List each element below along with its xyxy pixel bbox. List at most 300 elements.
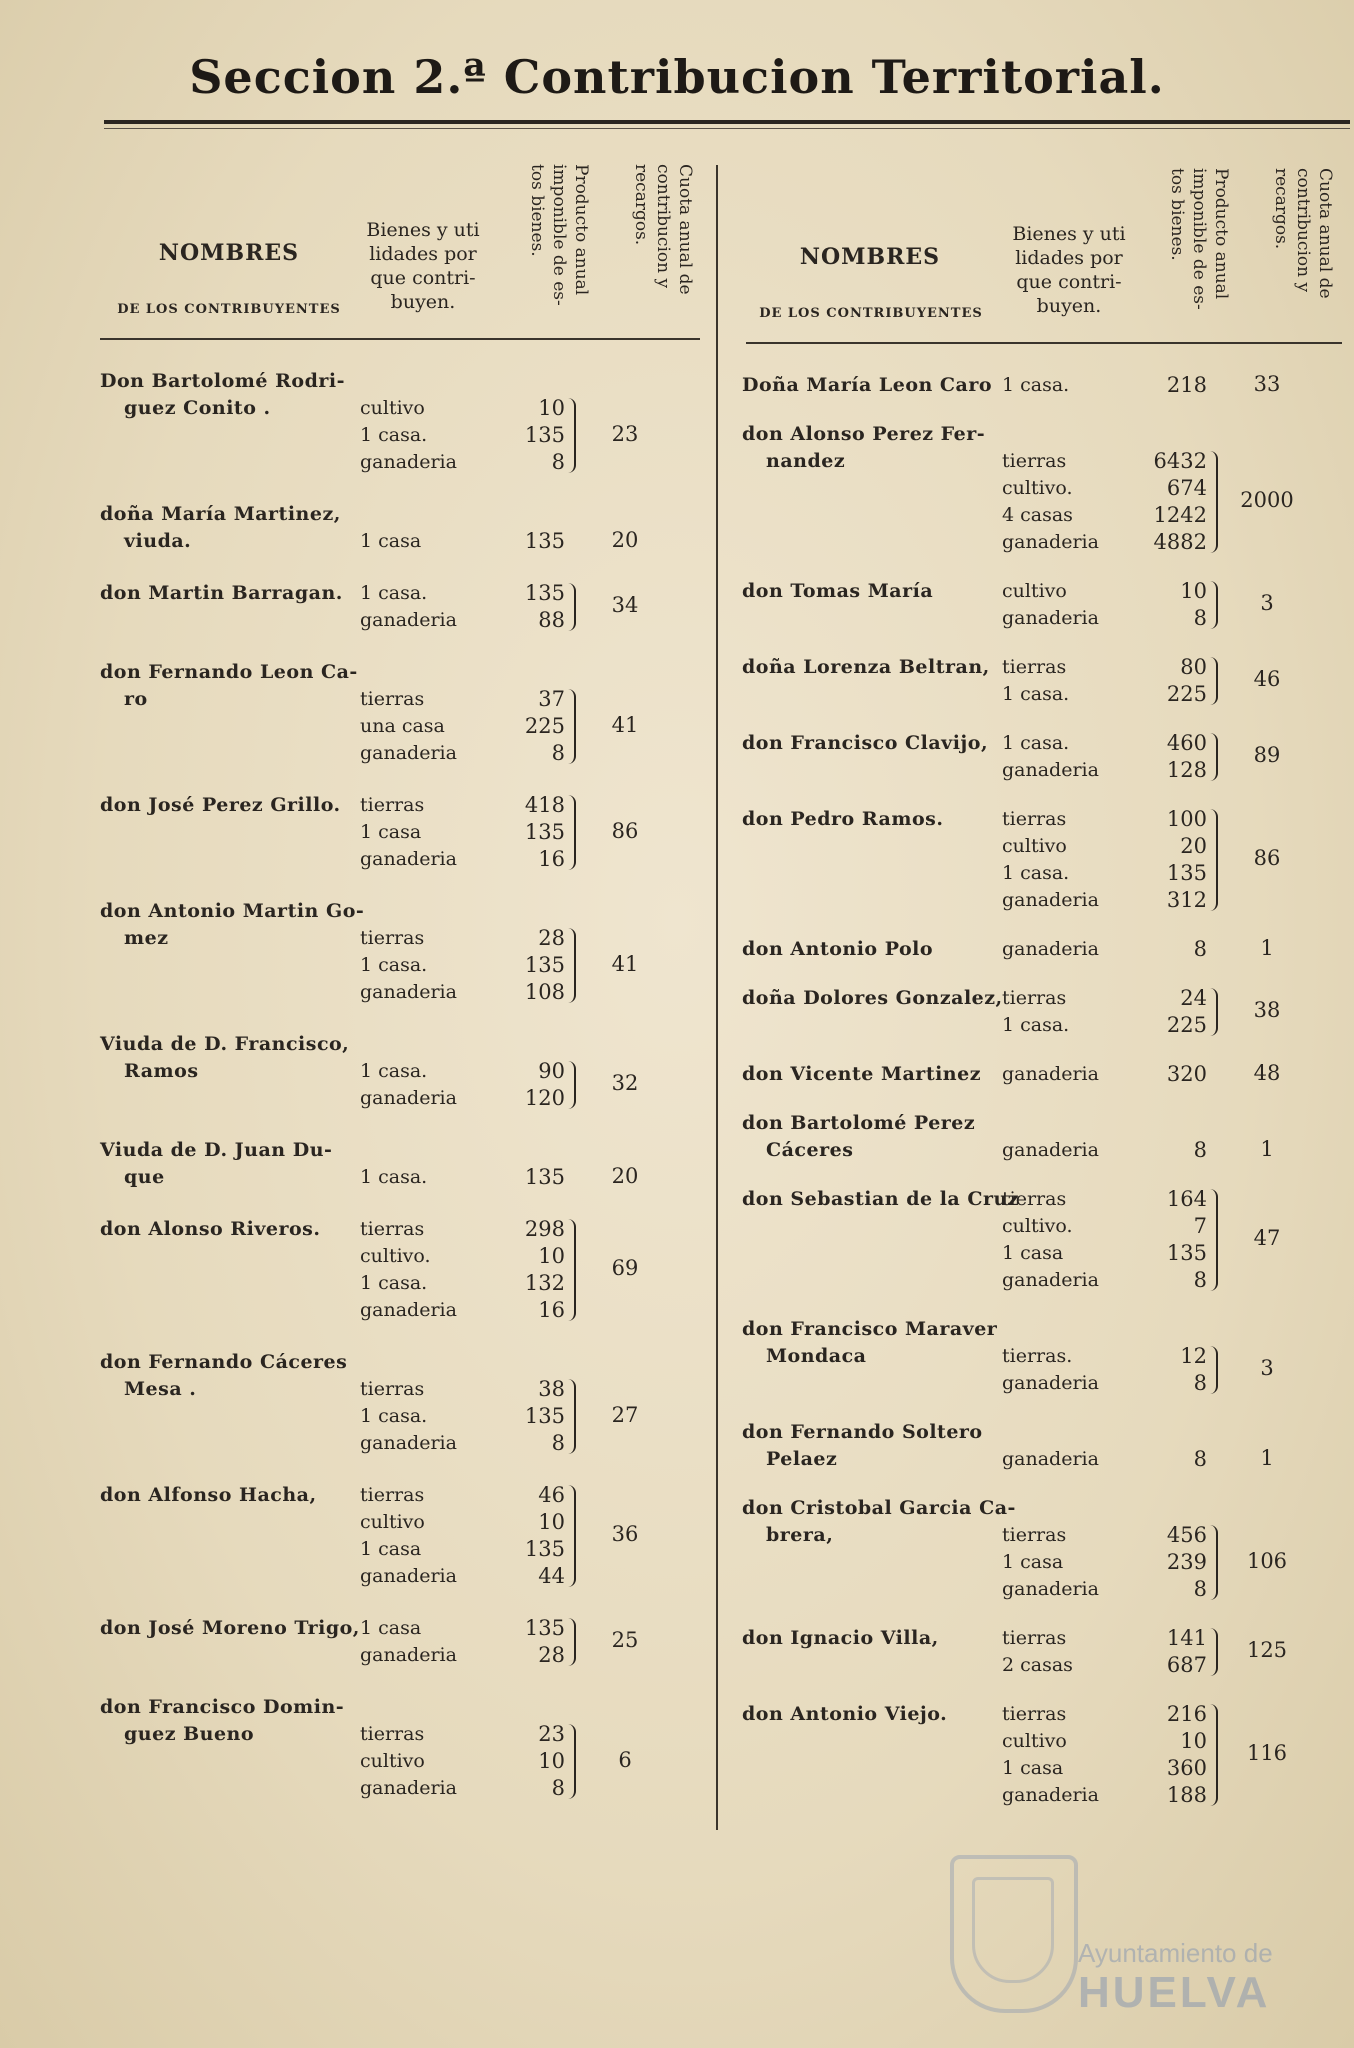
ledger-row <box>742 1495 1342 1522</box>
asset-type: ganaderia <box>360 1777 457 1799</box>
asset-type: tierras. <box>1002 1345 1073 1367</box>
group-brace <box>568 1061 576 1109</box>
annual-product-value: 298 <box>524 1217 565 1241</box>
ledger-row <box>100 501 700 528</box>
ledger-entry <box>742 1495 1342 1603</box>
ledger-row <box>100 659 700 686</box>
contributor-name: que <box>124 1166 165 1188</box>
contributor-name: don Francisco Clavijo, <box>742 732 989 754</box>
asset-type: tierras <box>1002 656 1067 678</box>
ledger-entry <box>742 1625 1342 1679</box>
asset-type: 1 casa. <box>1002 683 1070 705</box>
annual-quota: 46 <box>1253 667 1281 691</box>
group-brace <box>1210 809 1218 911</box>
annual-quota: 32 <box>611 1071 639 1095</box>
ledger-row <box>742 421 1342 448</box>
group-brace <box>568 1618 576 1666</box>
group-brace <box>1210 1704 1218 1806</box>
asset-type: ganaderia <box>1002 938 1099 960</box>
ledger-row <box>742 1316 1342 1343</box>
contributor-name: Ramos <box>124 1060 199 1082</box>
contributor-name: don Antonio Martin Go- <box>100 900 365 922</box>
contributor-name: Mondaca <box>766 1345 867 1367</box>
contributor-name: doña María Martinez, <box>100 503 341 525</box>
annual-quota: 25 <box>611 1628 639 1652</box>
ledger-row <box>100 925 700 952</box>
asset-type: 1 casa. <box>360 424 428 446</box>
annual-product-value: 460 <box>1166 731 1207 755</box>
asset-type: ganaderia <box>1002 759 1099 781</box>
header-rule-right <box>746 342 1342 344</box>
annual-quota: 3 <box>1260 1356 1274 1380</box>
asset-type: ganaderia <box>360 1432 457 1454</box>
contributor-name: brera, <box>766 1524 834 1546</box>
annual-quota: 89 <box>1253 743 1281 767</box>
ledger-entry <box>100 1031 700 1112</box>
header-names-sub-right: DE LOS CONTRIBUYENTES <box>759 306 983 321</box>
header-producto-left: Producto anual imponible de es- tos bienes. <box>527 164 591 306</box>
ledger-entry <box>742 421 1342 556</box>
ledger-entry <box>742 1701 1342 1809</box>
annual-product-value: 225 <box>1166 682 1207 706</box>
ledger-row <box>100 1376 700 1403</box>
asset-type: tierras <box>1002 1188 1067 1210</box>
asset-type: 1 casa <box>1002 1757 1064 1779</box>
annual-product-value: 128 <box>1166 758 1207 782</box>
page-title: Seccion 2.ª Contribucion Territorial. <box>189 50 1165 104</box>
asset-type: cultivo <box>1002 835 1067 857</box>
ledger-row <box>100 1349 700 1376</box>
ledger-entry <box>742 654 1342 708</box>
annual-product-value: 132 <box>524 1271 565 1295</box>
annual-product-value: 135 <box>524 423 565 447</box>
asset-type: tierras <box>360 794 425 816</box>
annual-quota: 36 <box>611 1522 639 1546</box>
annual-product-value: 360 <box>1166 1756 1207 1780</box>
group-brace <box>1210 1628 1218 1676</box>
contributor-name: ro <box>124 688 148 710</box>
group-brace <box>568 1724 576 1799</box>
annual-product-value: 23 <box>538 1722 565 1746</box>
group-brace <box>568 928 576 1003</box>
asset-type: ganaderia <box>1002 889 1099 911</box>
ledger-entry <box>742 372 1342 399</box>
title-rule-thin <box>104 128 1350 129</box>
annual-product-value: 135 <box>524 1165 565 1189</box>
contributor-name: don Tomas María <box>742 580 934 602</box>
contributor-name: don Cristobal Garcia Ca- <box>742 1497 1016 1519</box>
asset-type: 1 casa. <box>1002 374 1070 396</box>
annual-quota: 106 <box>1246 1548 1288 1573</box>
annual-product-value: 8 <box>1193 1577 1207 1601</box>
ledger-row <box>100 898 700 925</box>
ledger-row <box>100 1297 700 1324</box>
asset-type: ganaderia <box>360 609 457 631</box>
annual-product-value: 10 <box>538 1510 565 1534</box>
annual-product-value: 8 <box>1193 1447 1207 1471</box>
annual-product-value: 135 <box>524 1404 565 1428</box>
contributor-name: guez Bueno <box>124 1723 255 1745</box>
asset-type: tierras <box>1002 1627 1067 1649</box>
group-brace <box>568 583 576 631</box>
ledger-entry <box>742 730 1342 784</box>
annual-product-value: 10 <box>538 1749 565 1773</box>
asset-type: 2 casas <box>1002 1654 1073 1676</box>
contributor-name: nandez <box>766 450 846 472</box>
asset-type: 1 casa <box>1002 1242 1064 1264</box>
asset-type: ganaderia <box>360 1565 457 1587</box>
asset-type: 1 casa <box>360 821 422 843</box>
asset-type: ganaderia <box>1002 1063 1099 1085</box>
group-brace <box>1210 1525 1218 1600</box>
annual-product-value: 37 <box>538 687 565 711</box>
annual-quota: 86 <box>611 818 639 843</box>
asset-type: cultivo. <box>1002 1215 1073 1237</box>
left-column <box>100 368 700 1827</box>
asset-type: 1 casa <box>360 1617 422 1639</box>
contributor-name: doña Lorenza Beltran, <box>742 656 990 678</box>
ledger-entry <box>100 659 700 767</box>
header-bienes-right: Bienes y uti lidades por que contri- buyen. <box>1012 223 1126 317</box>
asset-type: 1 casa <box>360 530 422 552</box>
asset-type: cultivo <box>1002 580 1067 602</box>
annual-product-value: 8 <box>551 1776 565 1800</box>
ledger-row <box>100 846 700 873</box>
ledger-row <box>742 1782 1342 1809</box>
annual-product-value: 28 <box>538 1643 565 1667</box>
asset-type: 1 casa. <box>360 582 428 604</box>
annual-product-value: 8 <box>551 450 565 474</box>
asset-type: 1 casa. <box>1002 732 1070 754</box>
contributor-name: don Vicente Martinez <box>742 1063 982 1085</box>
asset-type: ganaderia <box>1002 1139 1099 1161</box>
asset-type: tierras <box>1002 1524 1067 1546</box>
ledger-row <box>100 979 700 1006</box>
ledger-entry <box>100 501 700 555</box>
asset-type: ganaderia <box>1002 1448 1099 1470</box>
ledger-row <box>100 1694 700 1721</box>
contributor-name: viuda. <box>124 530 192 552</box>
annual-product-value: 135 <box>524 953 565 977</box>
asset-type: ganaderia <box>360 848 457 870</box>
ledger-entry <box>742 1061 1342 1088</box>
annual-product-value: 135 <box>1166 1241 1207 1265</box>
ledger-entry <box>100 1216 700 1324</box>
contributor-name: don Sebastian de la Cruz <box>742 1188 1020 1210</box>
annual-product-value: 8 <box>1193 1371 1207 1395</box>
ledger-row <box>742 529 1342 556</box>
header-producto-right: Producto anual imponible de es- tos bienes. <box>1167 168 1231 310</box>
asset-type: ganaderia <box>1002 1784 1099 1806</box>
annual-product-value: 239 <box>1166 1550 1207 1574</box>
ledger-row <box>100 1031 700 1058</box>
title-rule <box>104 120 1350 124</box>
header-rule-left <box>100 338 700 340</box>
asset-type: 1 casa. <box>360 1166 428 1188</box>
annual-quota: 6 <box>618 1747 632 1772</box>
annual-product-value: 687 <box>1166 1653 1207 1677</box>
asset-type: ganaderia <box>360 1087 457 1109</box>
ledger-row <box>100 792 700 819</box>
ledger-row <box>100 1482 700 1509</box>
header-names-sub-left: DE LOS CONTRIBUYENTES <box>117 302 341 317</box>
ledger-entry <box>100 1482 700 1590</box>
annual-quota: 41 <box>611 712 639 737</box>
annual-product-value: 46 <box>538 1483 565 1507</box>
contributor-name: Cáceres <box>766 1139 854 1161</box>
annual-product-value: 10 <box>1180 579 1207 603</box>
ledger-entry <box>100 1137 700 1191</box>
ledger-row <box>742 1186 1342 1213</box>
ledger-row <box>100 449 700 476</box>
asset-type: tierras <box>360 1218 425 1240</box>
annual-product-value: 100 <box>1166 807 1207 831</box>
asset-type: 1 casa <box>1002 1551 1064 1573</box>
group-brace <box>1210 1189 1218 1291</box>
asset-type: tierras <box>360 1723 425 1745</box>
ledger-row <box>742 806 1342 833</box>
contributor-name: mez <box>124 927 169 949</box>
asset-type: cultivo <box>360 397 425 419</box>
annual-product-value: 10 <box>538 1244 565 1268</box>
annual-quota: 27 <box>611 1402 639 1427</box>
annual-product-value: 225 <box>1166 1013 1207 1037</box>
annual-quota: 1 <box>1260 1136 1274 1161</box>
contributor-name: Don Bartolomé Rodri- <box>100 370 345 392</box>
asset-type: 1 casa. <box>360 1405 428 1427</box>
ledger-entry <box>742 1316 1342 1397</box>
ledger-entry <box>742 806 1342 914</box>
contributor-name: don Bartolomé Perez <box>742 1112 976 1134</box>
ledger-row <box>100 1137 700 1164</box>
ledger-row <box>100 1216 700 1243</box>
group-brace <box>1210 733 1218 781</box>
annual-quota: 47 <box>1253 1226 1281 1250</box>
group-brace <box>1210 657 1218 705</box>
asset-type: 1 casa. <box>1002 1014 1070 1036</box>
group-brace <box>568 795 576 870</box>
group-brace <box>568 1485 576 1587</box>
asset-type: tierras <box>1002 1703 1067 1725</box>
annual-product-value: 20 <box>1180 834 1207 858</box>
annual-product-value: 135 <box>524 529 565 553</box>
annual-product-value: 218 <box>1166 373 1207 397</box>
annual-quota: 48 <box>1253 1060 1281 1085</box>
annual-product-value: 24 <box>1180 986 1207 1010</box>
annual-product-value: 674 <box>1166 476 1207 500</box>
asset-type: tierras <box>1002 450 1067 472</box>
contributor-name: don Fernando Leon Ca- <box>100 661 358 683</box>
ledger-row <box>742 448 1342 475</box>
annual-product-value: 312 <box>1166 888 1207 912</box>
ledger-entry <box>742 1419 1342 1473</box>
ledger-entry <box>742 985 1342 1039</box>
contributor-name: Viuda de D. Juan Du- <box>100 1139 333 1161</box>
ledger-row <box>742 1110 1342 1137</box>
header-bienes-left: Bienes y uti lidades por que contri- buyen. <box>366 219 480 313</box>
annual-product-value: 8 <box>1193 606 1207 630</box>
group-brace <box>1210 451 1218 553</box>
watermark-line2: HUELVA <box>1078 1968 1271 2017</box>
ledger-entry <box>100 368 700 476</box>
asset-type: 1 casa. <box>360 954 428 976</box>
contributor-name: don Alfonso Hacha, <box>100 1484 317 1506</box>
ledger-row <box>100 1563 700 1590</box>
asset-type: 1 casa <box>360 1538 422 1560</box>
ledger-row <box>100 395 700 422</box>
annual-product-value: 8 <box>551 741 565 765</box>
annual-product-value: 44 <box>538 1564 565 1588</box>
group-brace <box>568 398 576 473</box>
contributor-name: don Francisco Domin- <box>100 1696 345 1718</box>
annual-product-value: 90 <box>538 1059 565 1083</box>
contributor-name: don Fernando Soltero <box>742 1421 983 1443</box>
ledger-row <box>742 887 1342 914</box>
annual-product-value: 135 <box>1166 861 1207 885</box>
ledger-row <box>100 1775 700 1802</box>
annual-product-value: 135 <box>524 1537 565 1561</box>
group-brace <box>1210 988 1218 1036</box>
asset-type: ganaderia <box>1002 1372 1099 1394</box>
annual-product-value: 4882 <box>1153 530 1207 554</box>
contributor-name: Viuda de D. Francisco, <box>100 1033 350 1055</box>
ledger-row <box>742 1576 1342 1603</box>
asset-type: ganaderia <box>1002 1578 1099 1600</box>
ledger-row <box>100 740 700 767</box>
contributor-name: don José Perez Grillo. <box>100 794 341 816</box>
annual-product-value: 120 <box>524 1086 565 1110</box>
annual-product-value: 16 <box>538 1298 565 1322</box>
annual-quota: 2000 <box>1240 488 1294 512</box>
asset-type: cultivo <box>1002 1730 1067 1752</box>
annual-quota: 125 <box>1246 1638 1288 1662</box>
annual-product-value: 418 <box>524 793 565 817</box>
annual-product-value: 164 <box>1166 1187 1207 1211</box>
group-brace <box>1210 1346 1218 1394</box>
asset-type: tierras <box>1002 808 1067 830</box>
ledger-entry <box>742 1110 1342 1164</box>
annual-product-value: 12 <box>1180 1344 1207 1368</box>
annual-product-value: 88 <box>538 608 565 632</box>
asset-type: 4 casas <box>1002 504 1073 526</box>
group-brace <box>1210 581 1218 629</box>
annual-product-value: 225 <box>524 714 565 738</box>
annual-quota: 1 <box>1260 935 1274 960</box>
ledger-entry <box>100 580 700 634</box>
ledger-entry <box>100 792 700 873</box>
asset-type: tierras <box>360 927 425 949</box>
annual-product-value: 141 <box>1166 1626 1207 1650</box>
asset-type: ganaderia <box>1002 1269 1099 1291</box>
ledger-entry <box>100 1694 700 1802</box>
asset-type: 1 casa. <box>1002 862 1070 884</box>
annual-quota: 41 <box>611 951 639 976</box>
annual-product-value: 1242 <box>1153 503 1207 527</box>
contributor-name: don Francisco Maraver <box>742 1318 998 1340</box>
annual-quota: 34 <box>611 593 639 617</box>
asset-type: ganaderia <box>360 981 457 1003</box>
contributor-name: don Fernando Cáceres <box>100 1351 348 1373</box>
contributor-name: guez Conito . <box>124 397 271 419</box>
column-divider <box>716 165 718 1830</box>
annual-product-value: 16 <box>538 847 565 871</box>
ledger-row <box>100 1721 700 1748</box>
annual-product-value: 80 <box>1180 655 1207 679</box>
asset-type: ganaderia <box>360 742 457 764</box>
annual-product-value: 10 <box>538 396 565 420</box>
ledger-row <box>742 1267 1342 1294</box>
annual-product-value: 8 <box>1193 1268 1207 1292</box>
ledger-entry <box>742 578 1342 632</box>
header-cuota-right: Cuota anual de contribucion y recargos. <box>1271 168 1335 299</box>
contributor-name: don José Moreno Trigo, <box>100 1617 360 1639</box>
huelva-seal-icon <box>950 1855 1078 2013</box>
annual-product-value: 216 <box>1166 1702 1207 1726</box>
annual-quota: 33 <box>1253 371 1281 396</box>
annual-product-value: 6432 <box>1153 449 1207 473</box>
asset-type: una casa <box>360 715 445 737</box>
ledger-row <box>100 1430 700 1457</box>
contributor-name: don Martin Barragan. <box>100 582 343 604</box>
annual-product-value: 320 <box>1166 1062 1207 1086</box>
asset-type: ganaderia <box>360 1299 457 1321</box>
asset-type: cultivo. <box>1002 477 1073 499</box>
ledger-row <box>742 1522 1342 1549</box>
annual-product-value: 108 <box>524 980 565 1004</box>
annual-product-value: 28 <box>538 926 565 950</box>
annual-quota: 116 <box>1246 1741 1288 1765</box>
contributor-name: Mesa . <box>124 1378 197 1400</box>
contributor-name: doña Dolores Gonzalez, <box>742 987 1003 1009</box>
ledger-row <box>742 1419 1342 1446</box>
header-names-right: NOMBRES <box>799 244 941 270</box>
asset-type: ganaderia <box>1002 531 1099 553</box>
ledger-row <box>100 686 700 713</box>
group-brace <box>568 1219 576 1321</box>
contributor-name: don Ignacio Villa, <box>742 1627 939 1649</box>
annual-product-value: 188 <box>1166 1783 1207 1807</box>
asset-type: cultivo <box>360 1511 425 1533</box>
contributor-name: Doña María Leon Caro <box>742 374 993 396</box>
contributor-name: Pelaez <box>766 1448 838 1470</box>
asset-type: tierras <box>360 1484 425 1506</box>
annual-quota: 20 <box>611 1163 639 1188</box>
group-brace <box>568 1379 576 1454</box>
contributor-name: don Antonio Polo <box>742 938 934 960</box>
annual-product-value: 135 <box>524 820 565 844</box>
annual-quota: 1 <box>1260 1445 1274 1470</box>
asset-type: ganaderia <box>1002 607 1099 629</box>
contributor-name: don Pedro Ramos. <box>742 808 944 830</box>
ledger-row <box>100 368 700 395</box>
asset-type: 1 casa. <box>360 1272 428 1294</box>
header-names-left: NOMBRES <box>158 240 300 266</box>
annual-product-value: 135 <box>524 1616 565 1640</box>
annual-product-value: 8 <box>1193 937 1207 961</box>
asset-type: ganaderia <box>360 1644 457 1666</box>
annual-product-value: 8 <box>551 1431 565 1455</box>
annual-quota: 3 <box>1260 591 1274 615</box>
ledger-entry <box>100 898 700 1006</box>
header-cuota-left: Cuota anual de contribucion y recargos. <box>631 164 695 295</box>
asset-type: cultivo. <box>360 1245 431 1267</box>
contributor-name: don Alonso Riveros. <box>100 1218 321 1240</box>
asset-type: 1 casa. <box>360 1060 428 1082</box>
annual-product-value: 135 <box>524 581 565 605</box>
annual-quota: 69 <box>611 1256 639 1280</box>
annual-quota: 38 <box>1253 998 1281 1022</box>
asset-type: tierras <box>360 1378 425 1400</box>
